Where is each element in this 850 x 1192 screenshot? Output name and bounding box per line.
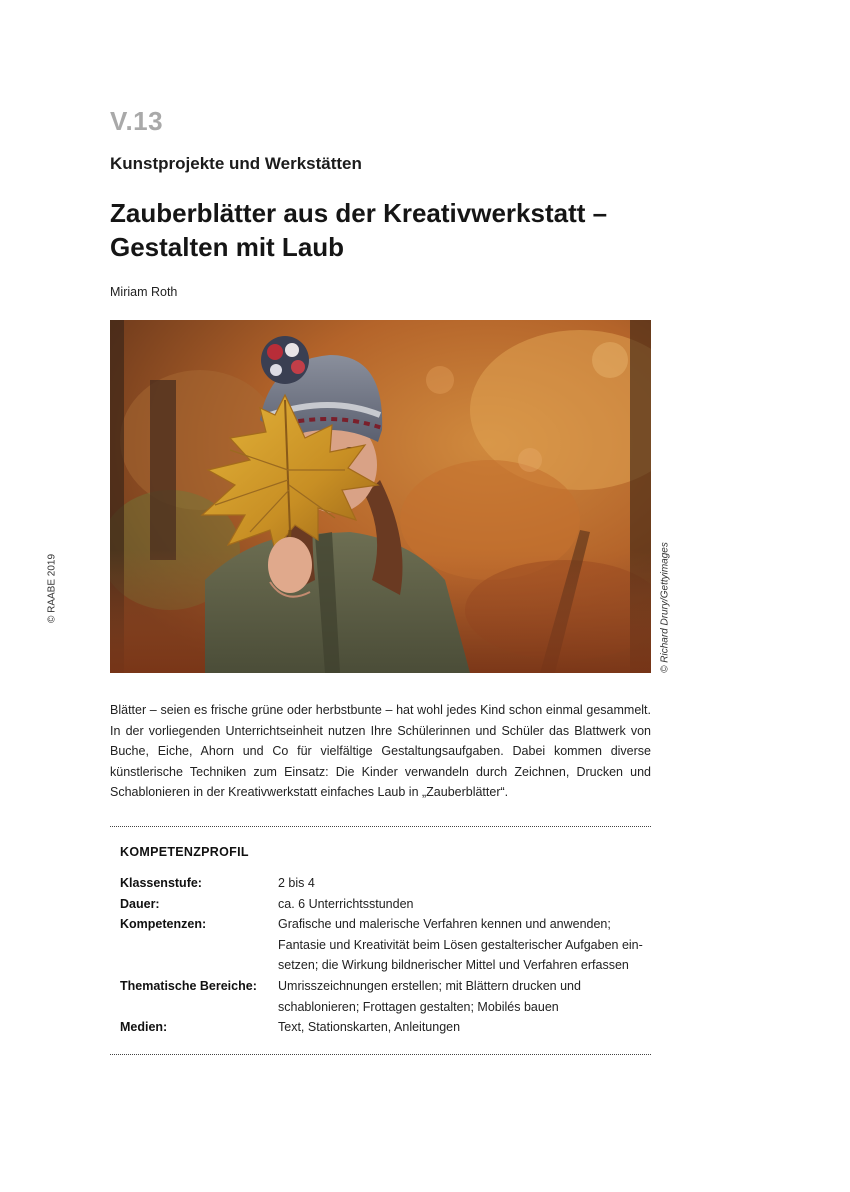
photo-credit: © Richard Drury/Gettyimages	[659, 542, 671, 673]
profile-label: Dauer:	[120, 896, 160, 911]
profile-value-line: schablonieren; Frottagen gestalten; Mobilés bauen	[278, 999, 559, 1014]
profile-value-line: Grafische und malerische Verfahren kennen und anwenden;	[278, 917, 611, 932]
page-title-line-2: Gestalten mit Laub	[110, 232, 345, 262]
divider-bottom	[110, 1054, 651, 1055]
profile-value	[278, 914, 648, 976]
competence-profile-table	[120, 873, 650, 1038]
unit-code: V.13	[110, 106, 164, 136]
copyright-notice: © RAABE 2019	[46, 553, 58, 624]
profile-value	[278, 976, 648, 1017]
profile-value	[278, 894, 648, 915]
profile-value	[278, 1017, 648, 1038]
page-title-line-1: Zauberblätter aus der Kreativwerkstatt –	[110, 198, 608, 228]
section-heading: Kunstprojekte und Werkstätten	[110, 154, 362, 173]
profile-row-topics	[120, 976, 650, 1017]
profile-label: Medien:	[120, 1020, 168, 1035]
profile-value-line: Text, Stationskarten, Anleitungen	[278, 1020, 461, 1035]
profile-value-line: Fantasie und Kreativität beim Lösen gestalterischer Aufgaben ein-	[278, 937, 643, 952]
page-title	[110, 196, 710, 264]
profile-label: Kompetenzen:	[120, 917, 207, 932]
cover-photo-illustration	[110, 320, 651, 673]
competence-profile-title: KOMPETENZPROFIL	[120, 845, 249, 859]
profile-value	[278, 873, 648, 894]
profile-value-line: Umrisszeichnungen erstellen; mit Blättern drucken und	[278, 978, 581, 993]
divider-top	[110, 826, 651, 827]
cover-photo	[110, 320, 651, 673]
profile-value-line: setzen; die Wirkung bildnerischer Mittel und Verfahren erfassen	[278, 958, 629, 973]
author-name: Miriam Roth	[110, 285, 178, 299]
profile-row-duration	[120, 894, 650, 915]
profile-row-competences	[120, 914, 650, 976]
intro-paragraph: Blätter – seien es frische grüne oder herbstbunte – hat wohl jedes Kind schon einmal gesammelt. In der vorliegenden Unterrichtseinheit nutzen Ihre Schülerinnen und Schüler das Blattwerk von Buche, Eiche, Ahorn und Co für vielfältige Gestaltungsaufgaben. Dabei kommen diverse künstlerische Techniken zum Einsatz: Die Kinder verwandeln durch Zeichnen, Drucken und Schablonieren in der Kreativwerkstatt einfaches Laub in „Zauberblätter“.	[110, 703, 651, 800]
profile-label: Thematische Bereiche:	[120, 978, 257, 993]
profile-value-line: 2 bis 4	[278, 876, 315, 890]
profile-label: Klassenstufe:	[120, 876, 202, 890]
profile-row-class-level	[120, 873, 650, 894]
profile-value-line: ca. 6 Unterrichtsstunden	[278, 896, 414, 911]
profile-row-media	[120, 1017, 650, 1038]
